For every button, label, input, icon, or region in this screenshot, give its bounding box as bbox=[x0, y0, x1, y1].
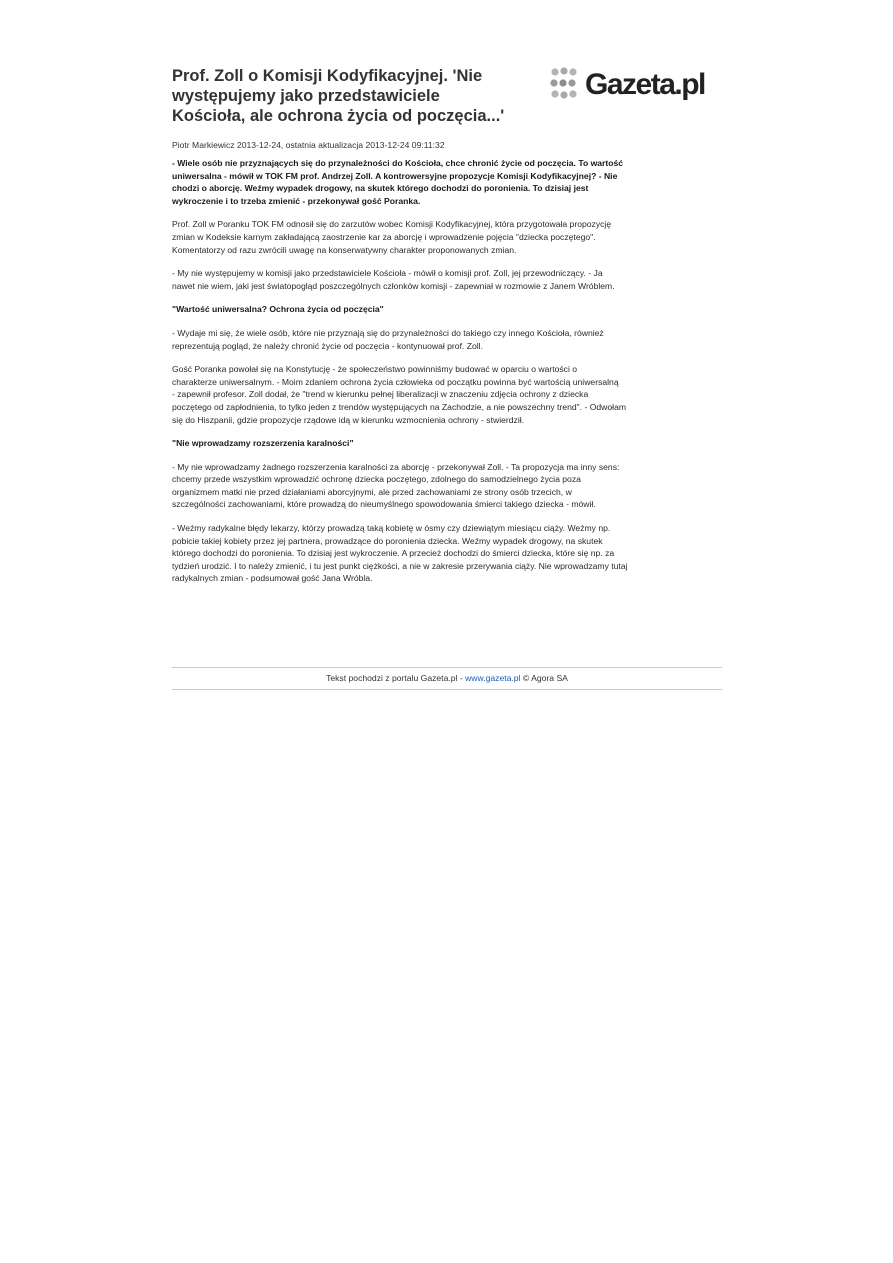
gazeta-logo-dots-icon bbox=[550, 65, 722, 101]
paragraph-4: Gość Poranka powołał się na Konstytucję - że społeczeństwo powinniśmy budować w oparciu o wartości o charakterze uniwersalnym. - Moim zdaniem ochrona życia człowieka od początku powinna być wartością uniwersalną - zapewnił profesor. Zoll dodał, że "trend w kierunku pełnej liberalizacji w znaczeniu zdjęcia ochrony z dziecka poczętego od zapłodnienia, to tylko jeden z trendów występujących na Zachodzie, a nie powszechny trend". - Odwołam się do Hiszpanii, gdzie propozycje rządowe idą w kierunku wzmocnienia ochrony - stwierdził. bbox=[172, 364, 627, 425]
gazeta-link[interactable]: www.gazeta.pl bbox=[465, 673, 521, 683]
footer-prefix: Tekst pochodzi z portalu Gazeta.pl - bbox=[326, 673, 466, 683]
article-body bbox=[172, 157, 722, 596]
article-title: Prof. Zoll o Komisji Kodyfikacyjnej. 'Nie występujemy jako przedstawiciele Kościoła, ale ochrona życia od poczęcia...' bbox=[172, 67, 505, 125]
paragraph-1: Prof. Zoll w Poranku TOK FM odnosił się do zarzutów wobec Komisji Kodyfikacyjnej, która przygotowała propozycję zmian w Kodeksie karnym zakładającą zaostrzenie kar za aborcję i wprowadzenie pojęcia "dziecka poczętego". Komentatorzy od razu zwrócili uwagę na konserwatywny charakter proponowanych zmian. bbox=[172, 219, 612, 255]
paragraph-2: - My nie występujemy w komisji jako przedstawiciele Kościoła - mówił o komisji prof. Zoll, jej przewodniczący. - Ja nawet nie wiem, jaki jest światopogląd poszczególnych członków komisji - zapewniał w rozmowie z Janem Wróblem. bbox=[172, 268, 615, 291]
paragraph-6: - Weźmy radykalne błędy lekarzy, którzy prowadzą taką kobietę w ósmy czy dziewiątym miesiącu ciąży. Weźmy np. pobicie takiej kobiety przez jej partnera, prowadzące do poronienia dziecka. Weźmy wypadek drogowy, na skutek którego dochodzi do poronienia. To dzisiaj jest wykroczenie. A przecież dochodzi do śmierci dziecka, które się np. za tydzień urodzić. I to należy zmienić, i tu jest punkt ciężkości, a nie w zakresie przerywania ciąży. Nie wprowadzamy tutaj radykalnych zmian - podsumował gość Jana Wróbla. bbox=[172, 523, 628, 584]
article-lead: - Wiele osób nie przyznających się do przynależności do Kościoła, chce chronić życie od poczęcia. To wartość uniwersalna - mówił w TOK FM prof. Andrzej Zoll. A kontrowersyjne propozycje Komisji Kodyfikacyjnej? - Nie chodzi o aborcję. Weźmy wypadek drogowy, na skutek którego dochodzi do poronienia. To dzisiaj jest wykroczenie i to trzeba zmienić - przekonywał gość Poranka. bbox=[172, 158, 624, 206]
article-page bbox=[172, 62, 722, 683]
subheading-1: "Wartość uniwersalna? Ochrona życia od poczęcia" bbox=[172, 304, 384, 315]
paragraph-3: - Wydaje mi się, że wiele osób, które nie przyznają się do przynależności do takiego czy innego Kościoła, również reprezentują pogląd, że należy chronić życie od poczęcia - kontynuował prof. Zoll. bbox=[172, 327, 604, 351]
paragraph-5: - My nie wprowadzamy żadnego rozszerzenia karalności za aborcję - przekonywał Zoll. - Ta propozycja ma inny sens: chcemy przede wszystkim wprowadzić ochronę dziecka poczętego, zdolnego do samodzielnego życia poza organizmem matki nie przed działaniami aborcyjnymi, ale przed zachowaniami ze strony osób trzecich, w szczególności zachowaniami, które prowadzą do nieumyślnego spowodowania śmierci takiego dziecka - mówił. bbox=[172, 461, 620, 510]
article-byline: Piotr Markiewicz 2013-12-24, ostatnia aktualizacja 2013-12-24 09:11:32 bbox=[172, 140, 445, 150]
subheading-2: "Nie wprowadzamy rozszerzenia karalności" bbox=[172, 438, 354, 449]
source-footer bbox=[172, 667, 722, 690]
logo-text: Gazeta.pl bbox=[585, 68, 705, 101]
footer-suffix: © Agora SA bbox=[520, 673, 568, 683]
gazeta-logo[interactable] bbox=[550, 65, 722, 101]
article-header bbox=[172, 62, 722, 132]
